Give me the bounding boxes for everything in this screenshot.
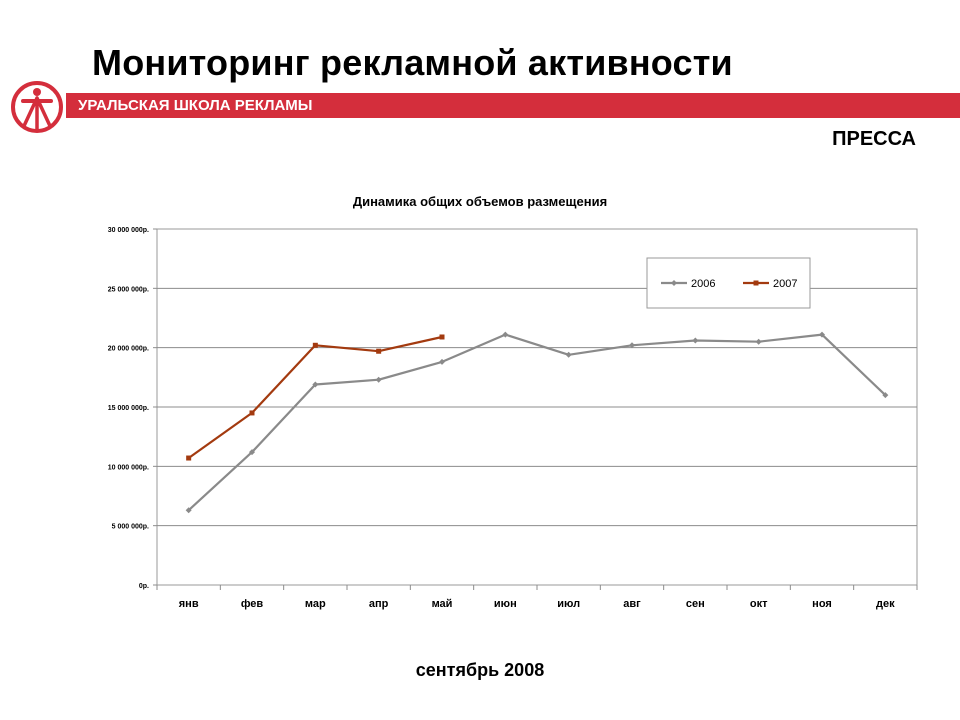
x-tick-label: май (431, 598, 453, 610)
y-tick-label: 15 000 000р. (107, 405, 149, 412)
y-tick-label: 30 000 000р. (107, 227, 149, 234)
x-tick-label: дек (876, 598, 895, 610)
legend-label: 2007 (773, 278, 798, 290)
data-point-2007 (313, 343, 318, 348)
chart-title: Динамика общих объемов размещения (352, 194, 608, 209)
y-tick-label: 25 000 000р. (107, 286, 149, 294)
x-tick-label: июн (493, 598, 517, 610)
report-date: сентябрь 2008 (415, 660, 545, 680)
x-tick-label: фев (240, 598, 264, 610)
brand-name: УРАЛЬСКАЯ ШКОЛА РЕКЛАМЫ (78, 97, 313, 114)
data-point-2007 (440, 334, 445, 339)
data-point-2007 (376, 349, 381, 354)
x-tick-label: окт (749, 598, 768, 610)
section-label: ПРЕССА (832, 128, 916, 150)
y-tick-label: 0р. (138, 583, 149, 590)
x-tick-label: ноя (812, 598, 832, 610)
x-tick-label: мар (304, 598, 326, 610)
legend-marker-2007 (754, 281, 759, 286)
data-point-2007 (186, 456, 191, 461)
y-tick-label: 10 000 000р. (107, 464, 149, 472)
x-tick-label: апр (368, 598, 389, 610)
page-title: Мониторинг рекламной активности (92, 42, 733, 83)
x-tick-label: янв (178, 598, 199, 610)
data-point-2007 (250, 410, 255, 415)
y-tick-label: 5 000 000р. (111, 523, 149, 531)
x-tick-label: июл (557, 598, 581, 610)
x-tick-label: авг (623, 598, 641, 610)
y-tick-label: 20 000 000р. (107, 345, 149, 353)
legend-label: 2006 (691, 278, 716, 290)
x-tick-label: сен (685, 598, 705, 610)
